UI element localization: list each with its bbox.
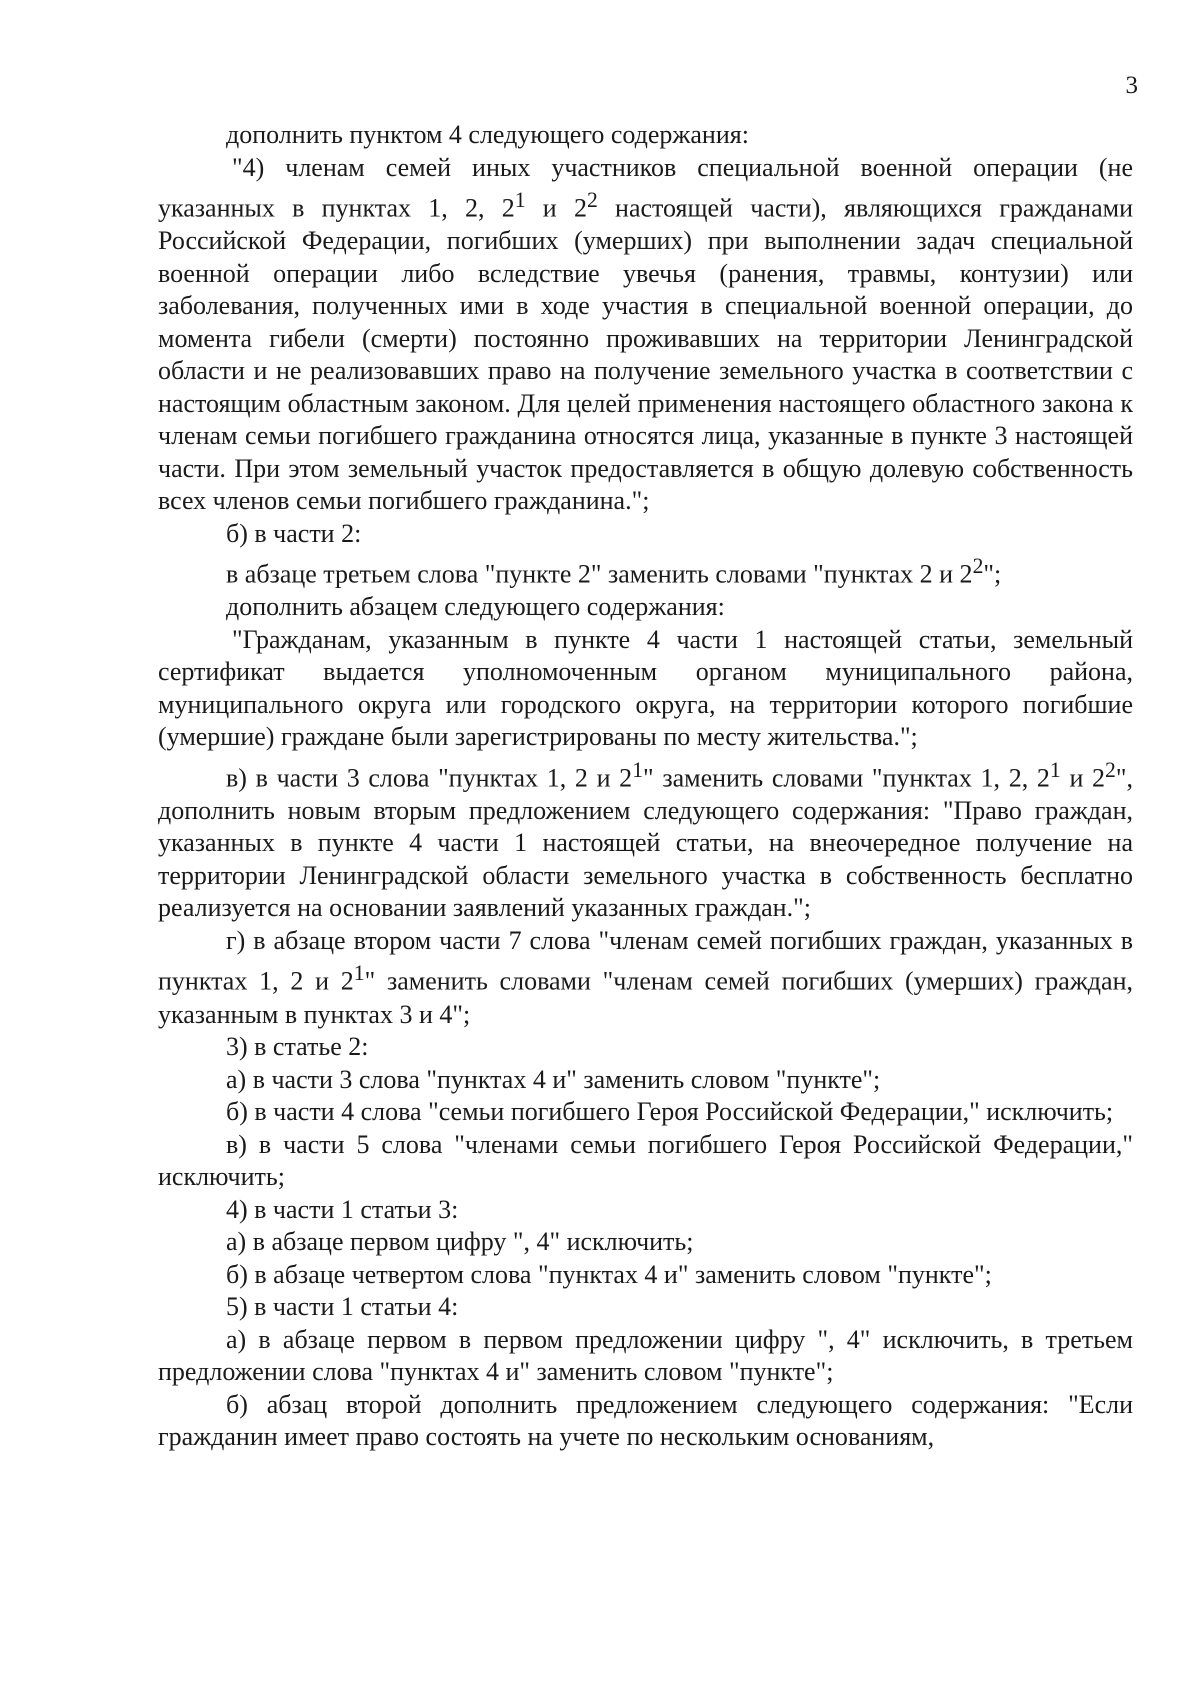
paragraph-add-abzac: дополнить абзацем следующего содержания: (226, 592, 725, 622)
paragraph-v-part-5: в) в части 5 слова "членами семьи погибшего Героя Российской Федерации," исключить; (158, 1129, 1133, 1192)
paragraph-b-part-4: б) в части 4 слова "семьи погибшего Героя Российской Федерации," исключить; (226, 1097, 1114, 1127)
page-number: 3 (1125, 72, 1138, 99)
paragraph-certificate: "Гражданам, указанным в пункте 4 части 1 настоящей статьи, земельный сертификат выдается уполномоченным органом муниципального района, муниципального округа или городского округа, на территории которого погибшие (умершие) граждане были зарегистрированы по месту жительства."; (158, 624, 1133, 752)
paragraph-b-fourth-abzac: б) в абзаце четвертом слова "пунктах 4 и" заменить словом "пункте"; (226, 1259, 992, 1289)
paragraph-item-4-text: "4) членам семей иных участников специальной военной операции (не указанных в пунктах 1, 2, $2^1$ и $2^2$ настоящей части), являющихся гражданами Российской Федерации, погибших (умерших) при выполнении задач специальной военной операции либо вследствие увечья (ранения, травмы, контузии) или заболевания, полученных ими в ходе участия в специальной военной операции, до момента гибели (смерти) постоянно проживавших на территории Ленинградской области и не реализовавших право на получение земельного участка в соответствии с настоящим областным законом. Для целей применения настоящего областного закона к членам семьи погибшего гражданина относятся лица, указанные в пункте 3 настоящей части. При этом земельный участок предоставляется в общую долевую собственность всех членов семьи погибшего гражданина."; (158, 152, 1133, 516)
paragraph-v-part-3: в) в части 3 слова "пунктах 1, 2 и $2^1$" заменить словами "пунктах 1, 2, $2^1$ и $2^2$", дополнить новым вторым предложением следующего содержания: "Право граждан, указанных в пункте 4 части 1 настоящей статьи, на внеочередное получение на территории Ленинградской области земельного участка в собственность бесплатно реализуется на основании заявлений указанных граждан."; (158, 757, 1133, 923)
paragraph-article-2: 3) в статье 2: (226, 1032, 369, 1062)
paragraph-a-part-3: а) в части 3 слова "пунктах 4 и" заменить словом "пункте"; (226, 1064, 881, 1094)
paragraph-article-3: 4) в части 1 статьи 3: (226, 1194, 459, 1224)
paragraph-article-4: 5) в части 1 статьи 4: (226, 1292, 459, 1322)
paragraph-a-first-sentence: а) в абзаце первом в первом предложении цифру ", 4" исключить, в третьем предложении слова "пунктах 4 и" заменить словом "пункте"; (158, 1324, 1133, 1387)
document-body (158, 119, 1133, 1454)
paragraph-third-abzac: в абзаце третьем слова "пункте 2" заменить словами "пунктах 2 и $2^2$"; (226, 554, 1002, 589)
paragraph-a-first-abzac: а) в абзаце первом цифру ", 4" исключить; (226, 1227, 694, 1257)
paragraph-b-second-abzac: б) абзац второй дополнить предложением следующего содержания: "Если гражданин имеет право состоять на учете по нескольким основаниям, (158, 1389, 1133, 1452)
paragraph-g-part-7: г) в абзаце втором части 7 слова "членам семей погибших граждан, указанных в пунктах 1, 2 и $2^1$" заменить словами "членам семей погибших (умерших) граждан, указанным в пунктах 3 и 4"; (158, 925, 1133, 1029)
paragraph-b-part-2: б) в части 2: (226, 518, 362, 548)
paragraph-add-item-4: дополнить пунктом 4 следующего содержания: (226, 120, 749, 149)
